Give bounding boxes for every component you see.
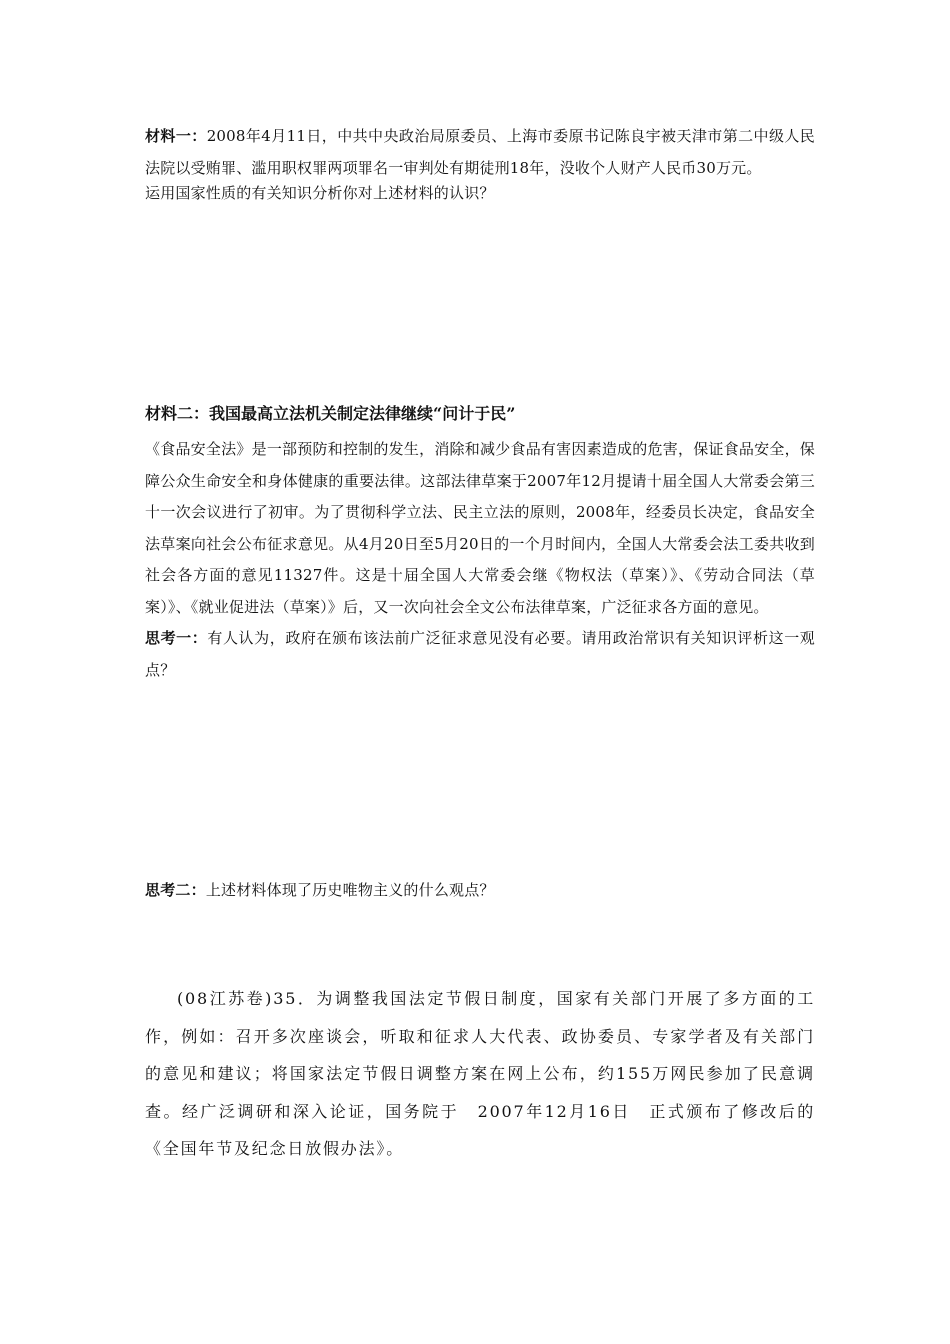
material-2-section <box>145 400 815 686</box>
think-2-label: 思考二： <box>145 881 206 899</box>
jiangsu-question-section <box>145 980 815 1168</box>
material-1-text: 2008年4月11日，中共中央政治局原委员、上海市委原书记陈良宇被天津市第二中级人民法院以受贿罪、滥用职权罪两项罪名一审判处有期徒刑18年，没收个人财产人民币30万元。 <box>145 127 815 177</box>
material-2-heading: 材料二：我国最高立法机关制定法律继续“问计于民” <box>145 404 516 423</box>
think-1-text: 有人认为，政府在颁布该法前广泛征求意见没有必要。请用政治常识有关知识评析这一观点？ <box>145 629 815 679</box>
material-2-text: 《食品安全法》是一部预防和控制的发生，消除和减少食品有害因素造成的危害，保证食品安全，保障公众生命安全和身体健康的重要法律。这部法律草案于2007年12月提请十届全国人大常委会第三十一次会议进行了初审。为了贯彻科学立法、民主立法的原则，2008年，经委员长决定，食品安全法草案向社会公布征求意见。从4月20日至5月20日的一个月时间内，全国人大常委会法工委共收到社会各方面的意见11327件。这是十届全国人大常委会继《物权法（草案）》、《劳动合同法（草案）》、《就业促进法（草案）》后，又一次向社会全文公布法律草案，广泛征求各方面的意见。 <box>145 440 815 616</box>
material-1-paragraph <box>145 121 815 184</box>
material-1-question: 运用国家性质的有关知识分析你对上述材料的认识？ <box>145 184 495 202</box>
think-2-paragraph <box>145 875 815 907</box>
think-2-section <box>145 875 815 907</box>
think-1-paragraph <box>145 623 815 686</box>
think-1-label: 思考一： <box>145 629 208 647</box>
jiangsu-question-text: (08江苏卷)35．为调整我国法定节假日制度，国家有关部门开展了多方面的工作，例如：召开多次座谈会，听取和征求人大代表、政协委员、专家学者及有关部门的意见和建议；将国家法定节假日调整方案在网上公布，约155万网民参加了民意调查。经广泛调研和深入论证，国务院于 2007年12月16日 正式颁布了修改后的《全国年节及纪念日放假办法》。 <box>145 989 815 1158</box>
material-1-section <box>145 121 815 210</box>
material-1-label: 材料一： <box>145 127 207 145</box>
think-2-text: 上述材料体现了历史唯物主义的什么观点？ <box>205 881 495 899</box>
